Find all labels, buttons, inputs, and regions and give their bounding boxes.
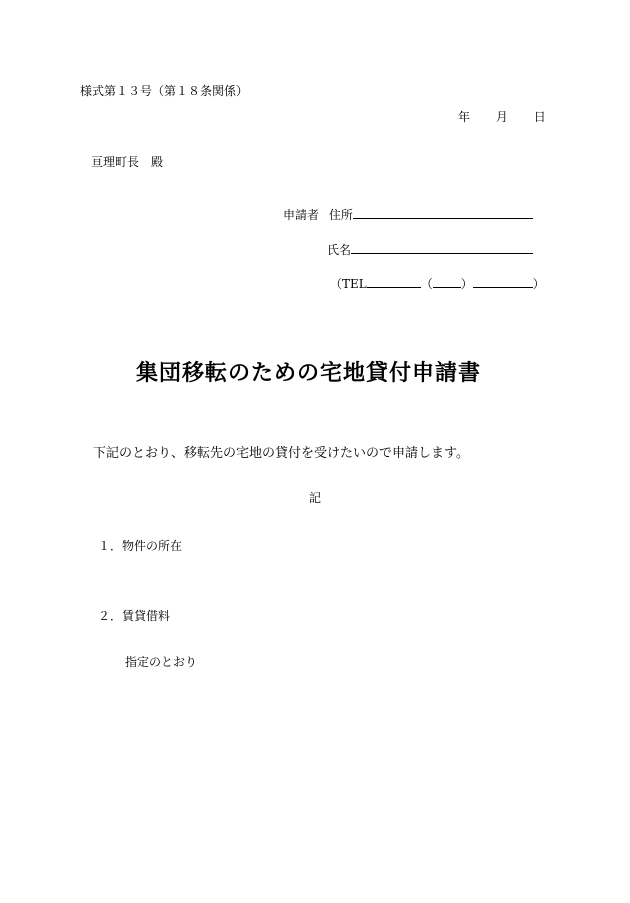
body-text: 下記のとおり、移転先の宅地の貸付を受けたいので申請します。 — [93, 446, 469, 461]
address-label: 住所 — [328, 208, 353, 222]
date-month-label: 月 — [495, 110, 508, 124]
addressee: 亘理町長 殿 — [91, 155, 164, 169]
item-1 — [98, 537, 182, 554]
address-field[interactable] — [353, 204, 533, 219]
form-number: 様式第１３号（第１８条関係） — [80, 84, 249, 98]
tel-number-field[interactable] — [473, 273, 533, 288]
tel-area-field[interactable] — [367, 273, 421, 288]
tel-close-paren: ） — [532, 277, 545, 291]
document-title: 集団移転のための宅地貸付申請書 — [136, 360, 482, 386]
date-day-label: 日 — [533, 110, 546, 124]
tel-paren-open: （ — [420, 277, 433, 291]
item-1-number: １． — [98, 539, 123, 553]
name-label: 氏名 — [327, 243, 352, 257]
date-year-label: 年 — [458, 110, 471, 124]
tel-paren-close: ） — [460, 277, 473, 291]
name-field[interactable] — [351, 239, 533, 254]
item-2-detail: 指定のとおり — [125, 655, 198, 669]
tel-label: （TEL — [330, 277, 367, 291]
date-line — [458, 108, 546, 125]
item-2 — [98, 607, 170, 624]
item-1-label: 物件の所在 — [122, 539, 183, 553]
applicant-role-label: 申請者 — [283, 208, 320, 222]
applicant-tel-row — [330, 273, 545, 292]
item-2-number: ２． — [98, 609, 123, 623]
applicant-name-row — [327, 239, 533, 258]
item-2-label: 賃貸借料 — [122, 609, 171, 623]
applicant-address-row — [283, 204, 533, 223]
ki-heading: 記 — [309, 491, 322, 505]
tel-exchange-field[interactable] — [433, 273, 461, 288]
